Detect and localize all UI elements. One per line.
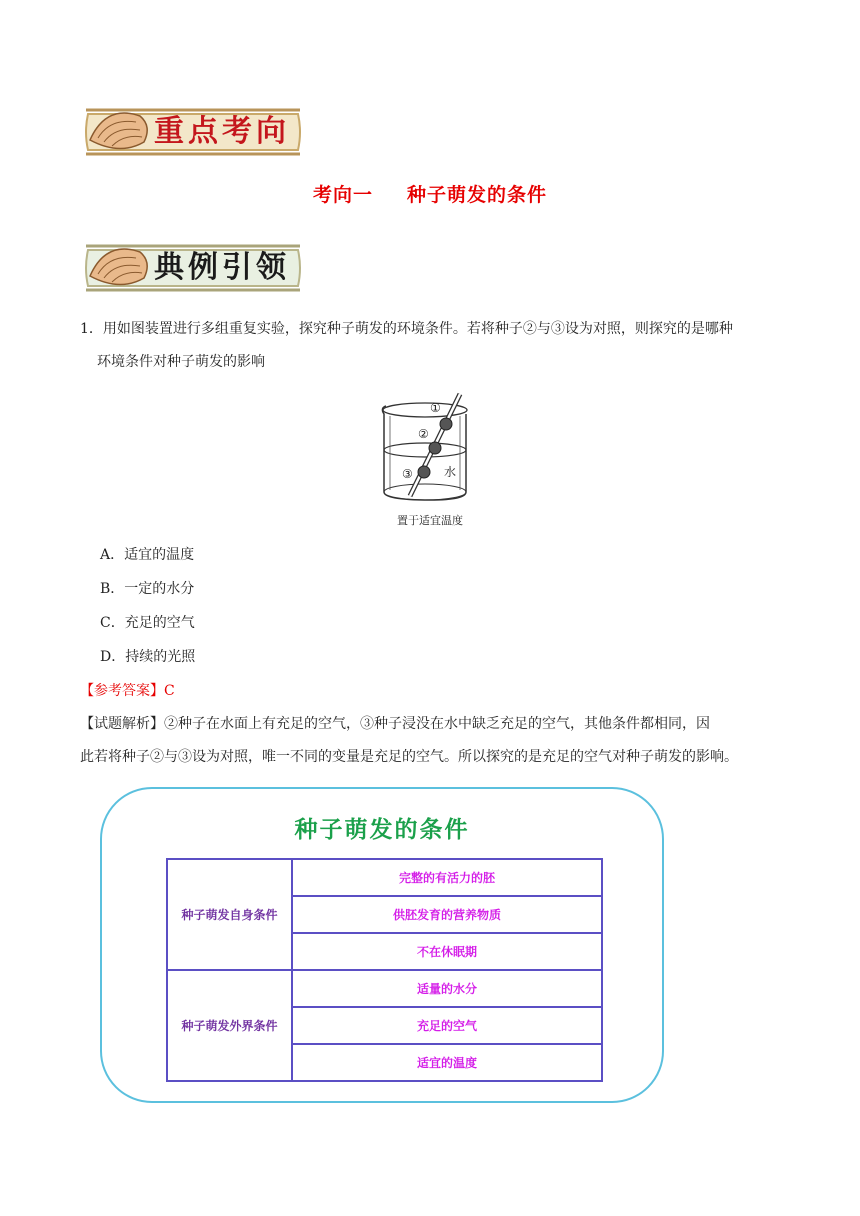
option-c: C．充足的空气 (100, 615, 195, 631)
condition-item: 适宜的温度 (292, 1044, 602, 1081)
question-text-1: 用如图装置进行多组重复实验，探究种子萌发的环境条件。若将种子②与③设为对照，则探究的是哪种 (102, 321, 733, 337)
group-external: 种子萌发外界条件 (167, 970, 292, 1081)
example-banner (80, 236, 306, 300)
figure-caption: 置于适宜温度 (397, 514, 463, 527)
section-topic: 种子萌发的条件 (407, 184, 548, 206)
option-b: B．一定的水分 (100, 581, 195, 597)
condition-item: 适量的水分 (292, 970, 602, 1007)
seed-label-1: ① (430, 401, 441, 415)
section-title (0, 180, 860, 207)
summary-box (100, 787, 664, 1103)
option-a: A．适宜的温度 (100, 547, 195, 563)
experiment-figure (370, 392, 490, 532)
section-label: 考向一 (312, 184, 373, 206)
question-number: 1． (80, 321, 103, 337)
condition-item: 充足的空气 (292, 1007, 602, 1044)
beaker-illustration (370, 392, 490, 510)
summary-title: 种子萌发的条件 (294, 817, 470, 843)
seed-label-2: ② (418, 427, 429, 441)
condition-item: 不在休眠期 (292, 933, 602, 970)
focus-banner (80, 100, 306, 164)
question-line-2: 环境条件对种子萌发的影响 (97, 354, 265, 370)
option-d: D．持续的光照 (100, 649, 196, 665)
condition-item: 供胚发育的营养物质 (292, 896, 602, 933)
table-row (167, 859, 602, 896)
example-banner-title: 典例引领 (154, 250, 290, 285)
analysis-line-1: 【试题解析】②种子在水面上有充足的空气，③种子浸没在水中缺乏充足的空气，其他条件都相同，因 (80, 716, 710, 732)
condition-item: 完整的有活力的胚 (292, 859, 602, 896)
seed-label-3: ③ (402, 467, 413, 481)
reference-answer: 【参考答案】C (80, 683, 175, 699)
conditions-table (166, 858, 603, 1082)
analysis-line-2: 此若将种子②与③设为对照，唯一不同的变量是充足的空气。所以探究的是充足的空气对种子萌发的影响。 (80, 749, 738, 765)
question-line-1 (80, 318, 733, 340)
table-row (167, 970, 602, 1007)
water-label: 水 (444, 465, 457, 479)
group-internal: 种子萌发自身条件 (167, 859, 292, 970)
focus-banner-title: 重点考向 (154, 114, 290, 149)
